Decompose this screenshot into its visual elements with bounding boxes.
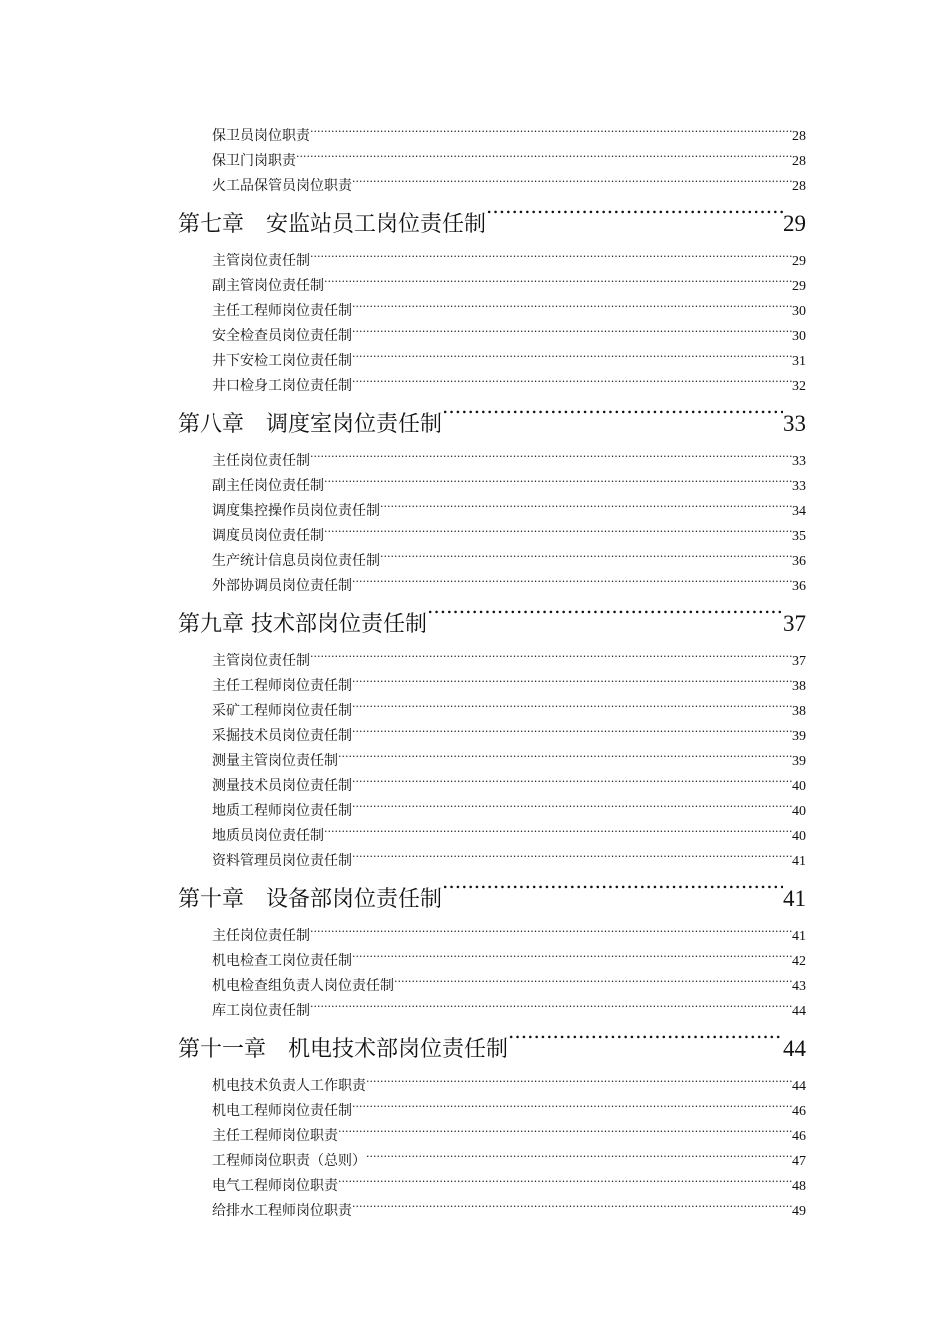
dot-leader bbox=[310, 254, 792, 266]
toc-section-entry[interactable] bbox=[212, 949, 806, 974]
dot-leader bbox=[352, 304, 792, 316]
toc-entry-title: 测量主管岗位责任制 bbox=[212, 753, 338, 769]
dot-leader bbox=[352, 954, 792, 966]
toc-entry-title: 第七章 安监站员工岗位责任制 bbox=[178, 212, 487, 237]
toc-entry-page-number: 47 bbox=[792, 1154, 806, 1169]
toc-section-entry[interactable] bbox=[212, 799, 806, 824]
toc-entry-title: 机电技术负责人工作职责 bbox=[212, 1078, 366, 1094]
toc-entry-page-number: 46 bbox=[792, 1104, 806, 1119]
dot-leader bbox=[324, 279, 792, 291]
toc-entry-page-number: 29 bbox=[783, 211, 806, 236]
toc-entry-title: 主任岗位责任制 bbox=[212, 928, 310, 944]
toc-entry-title: 第十一章 机电技术部岗位责任制 bbox=[178, 1037, 509, 1062]
dot-leader bbox=[310, 929, 792, 941]
toc-entry-page-number: 39 bbox=[792, 754, 806, 769]
toc-entry-title: 主管岗位责任制 bbox=[212, 653, 310, 669]
dot-leader bbox=[352, 804, 792, 816]
toc-chapter-entry[interactable] bbox=[178, 874, 806, 924]
toc-entry-page-number: 43 bbox=[792, 979, 806, 994]
dot-leader bbox=[486, 209, 783, 231]
toc-section-entry[interactable] bbox=[212, 374, 806, 399]
dot-leader bbox=[338, 1179, 792, 1191]
toc-entry-title: 机电工程师岗位责任制 bbox=[212, 1103, 352, 1119]
toc-entry-title: 第八章 调度室岗位责任制 bbox=[178, 412, 443, 437]
dot-leader bbox=[310, 454, 792, 466]
toc-entry-page-number: 37 bbox=[792, 654, 806, 669]
toc-chapter-entry[interactable] bbox=[178, 199, 806, 249]
table-of-contents bbox=[0, 124, 950, 1224]
toc-entry-page-number: 30 bbox=[792, 304, 806, 319]
toc-section-entry[interactable] bbox=[212, 549, 806, 574]
toc-entry-title: 保卫员岗位职责 bbox=[212, 128, 310, 144]
dot-leader bbox=[352, 1204, 792, 1216]
toc-entry-page-number: 42 bbox=[792, 954, 806, 969]
toc-section-entry[interactable] bbox=[212, 349, 806, 374]
toc-section-entry[interactable] bbox=[212, 249, 806, 274]
toc-entry-page-number: 33 bbox=[783, 411, 806, 436]
toc-entry-page-number: 44 bbox=[792, 1004, 806, 1019]
dot-leader bbox=[310, 654, 792, 666]
toc-entry-title: 保卫门岗职责 bbox=[212, 153, 296, 169]
toc-entry-title: 测量技术员岗位责任制 bbox=[212, 778, 352, 794]
toc-entry-title: 井口检身工岗位责任制 bbox=[212, 378, 352, 394]
toc-section-entry[interactable] bbox=[212, 849, 806, 874]
toc-entry-page-number: 36 bbox=[792, 579, 806, 594]
toc-entry-title: 机电检查工岗位责任制 bbox=[212, 953, 352, 969]
toc-entry-title: 采掘技术员岗位责任制 bbox=[212, 728, 352, 744]
toc-entry-title: 给排水工程师岗位职责 bbox=[212, 1203, 352, 1219]
toc-entry-title: 火工品保管员岗位职责 bbox=[212, 178, 352, 194]
dot-leader bbox=[352, 704, 792, 716]
toc-section-entry[interactable] bbox=[212, 974, 806, 999]
dot-leader bbox=[380, 504, 792, 516]
toc-section-entry[interactable] bbox=[212, 474, 806, 499]
toc-entry-page-number: 41 bbox=[783, 886, 806, 911]
toc-entry-title: 第十章 设备部岗位责任制 bbox=[178, 887, 443, 912]
toc-entry-page-number: 33 bbox=[792, 479, 806, 494]
toc-section-entry[interactable] bbox=[212, 674, 806, 699]
toc-entry-page-number: 39 bbox=[792, 729, 806, 744]
dot-leader bbox=[352, 1104, 792, 1116]
dot-leader bbox=[427, 609, 783, 631]
toc-section-entry[interactable] bbox=[212, 999, 806, 1024]
toc-section-entry[interactable] bbox=[212, 499, 806, 524]
toc-chapter-entry[interactable] bbox=[178, 399, 806, 449]
toc-entry-page-number: 31 bbox=[792, 354, 806, 369]
toc-entry-page-number: 29 bbox=[792, 254, 806, 269]
dot-leader bbox=[352, 679, 792, 691]
toc-entry-title: 副主任岗位责任制 bbox=[212, 478, 324, 494]
toc-entry-title: 生产统计信息员岗位责任制 bbox=[212, 553, 380, 569]
toc-entry-page-number: 41 bbox=[792, 929, 806, 944]
toc-section-entry[interactable] bbox=[212, 524, 806, 549]
dot-leader bbox=[352, 854, 792, 866]
toc-section-entry[interactable] bbox=[212, 149, 806, 174]
toc-section-entry[interactable] bbox=[212, 749, 806, 774]
toc-section-entry[interactable] bbox=[212, 449, 806, 474]
toc-section-entry[interactable] bbox=[212, 774, 806, 799]
toc-entry-page-number: 28 bbox=[792, 179, 806, 194]
toc-entry-title: 机电检查组负责人岗位责任制 bbox=[212, 978, 394, 994]
toc-entry-title: 井下安检工岗位责任制 bbox=[212, 353, 352, 369]
toc-entry-page-number: 34 bbox=[792, 504, 806, 519]
toc-section-entry[interactable] bbox=[212, 1124, 806, 1149]
toc-chapter-entry[interactable] bbox=[178, 599, 806, 649]
toc-section-entry[interactable] bbox=[212, 649, 806, 674]
toc-entry-page-number: 38 bbox=[792, 704, 806, 719]
toc-section-entry[interactable] bbox=[212, 1149, 806, 1174]
toc-entry-title: 调度集控操作员岗位责任制 bbox=[212, 503, 380, 519]
toc-section-entry[interactable] bbox=[212, 274, 806, 299]
dot-leader bbox=[310, 129, 792, 141]
toc-entry-page-number: 29 bbox=[792, 279, 806, 294]
toc-section-entry[interactable] bbox=[212, 574, 806, 599]
dot-leader bbox=[338, 1129, 792, 1141]
dot-leader bbox=[324, 479, 792, 491]
toc-entry-page-number: 33 bbox=[792, 454, 806, 469]
toc-entry-title: 第九章 技术部岗位责任制 bbox=[178, 612, 427, 637]
toc-entry-page-number: 48 bbox=[792, 1179, 806, 1194]
toc-entry-page-number: 40 bbox=[792, 829, 806, 844]
toc-entry-page-number: 38 bbox=[792, 679, 806, 694]
toc-entry-page-number: 30 bbox=[792, 329, 806, 344]
toc-entry-page-number: 40 bbox=[792, 779, 806, 794]
toc-entry-page-number: 28 bbox=[792, 154, 806, 169]
dot-leader bbox=[508, 1034, 783, 1056]
toc-entry-page-number: 28 bbox=[792, 129, 806, 144]
toc-section-entry[interactable] bbox=[212, 174, 806, 199]
dot-leader bbox=[352, 729, 792, 741]
dot-leader bbox=[296, 154, 792, 166]
toc-entry-page-number: 41 bbox=[792, 854, 806, 869]
toc-section-entry[interactable] bbox=[212, 699, 806, 724]
dot-leader bbox=[352, 354, 792, 366]
toc-section-entry[interactable] bbox=[212, 299, 806, 324]
toc-entry-page-number: 46 bbox=[792, 1129, 806, 1144]
dot-leader bbox=[352, 779, 792, 791]
toc-entry-page-number: 44 bbox=[783, 1036, 806, 1061]
toc-entry-title: 主任工程师岗位责任制 bbox=[212, 678, 352, 694]
dot-leader bbox=[394, 979, 792, 991]
dot-leader bbox=[366, 1154, 792, 1166]
toc-entry-title: 主任工程师岗位责任制 bbox=[212, 303, 352, 319]
toc-entry-title: 主任岗位责任制 bbox=[212, 453, 310, 469]
toc-entry-title: 资料管理员岗位责任制 bbox=[212, 853, 352, 869]
dot-leader bbox=[324, 529, 792, 541]
toc-section-entry[interactable] bbox=[212, 724, 806, 749]
dot-leader bbox=[380, 554, 792, 566]
toc-entry-title: 主管岗位责任制 bbox=[212, 253, 310, 269]
toc-entry-title: 副主管岗位责任制 bbox=[212, 278, 324, 294]
toc-entry-title: 安全检查员岗位责任制 bbox=[212, 328, 352, 344]
toc-section-entry[interactable] bbox=[212, 1099, 806, 1124]
toc-entry-title: 地质员岗位责任制 bbox=[212, 828, 324, 844]
toc-entry-title: 采矿工程师岗位责任制 bbox=[212, 703, 352, 719]
dot-leader bbox=[366, 1079, 792, 1091]
toc-entry-title: 库工岗位责任制 bbox=[212, 1003, 310, 1019]
dot-leader bbox=[352, 579, 792, 591]
dot-leader bbox=[352, 379, 792, 391]
toc-entry-page-number: 32 bbox=[792, 379, 806, 394]
dot-leader bbox=[338, 754, 792, 766]
toc-entry-page-number: 44 bbox=[792, 1079, 806, 1094]
toc-entry-title: 电气工程师岗位职责 bbox=[212, 1178, 338, 1194]
toc-entry-title: 外部协调员岗位责任制 bbox=[212, 578, 352, 594]
toc-entry-page-number: 37 bbox=[783, 611, 806, 636]
toc-section-entry[interactable] bbox=[212, 1199, 806, 1224]
toc-section-entry[interactable] bbox=[212, 1174, 806, 1199]
dot-leader bbox=[442, 409, 783, 431]
toc-entry-page-number: 35 bbox=[792, 529, 806, 544]
dot-leader bbox=[442, 884, 783, 906]
toc-entry-title: 工程师岗位职责（总则） bbox=[212, 1153, 366, 1169]
toc-section-entry[interactable] bbox=[212, 124, 806, 149]
toc-section-entry[interactable] bbox=[212, 924, 806, 949]
toc-entry-page-number: 36 bbox=[792, 554, 806, 569]
toc-entry-title: 调度员岗位责任制 bbox=[212, 528, 324, 544]
toc-section-entry[interactable] bbox=[212, 324, 806, 349]
toc-section-entry[interactable] bbox=[212, 1074, 806, 1099]
toc-entry-page-number: 49 bbox=[792, 1204, 806, 1219]
toc-chapter-entry[interactable] bbox=[178, 1024, 806, 1074]
toc-entry-title: 主任工程师岗位职责 bbox=[212, 1128, 338, 1144]
toc-section-entry[interactable] bbox=[212, 824, 806, 849]
toc-entry-page-number: 40 bbox=[792, 804, 806, 819]
dot-leader bbox=[352, 329, 792, 341]
dot-leader bbox=[310, 1004, 792, 1016]
dot-leader bbox=[324, 829, 792, 841]
dot-leader bbox=[352, 179, 792, 191]
toc-entry-title: 地质工程师岗位责任制 bbox=[212, 803, 352, 819]
